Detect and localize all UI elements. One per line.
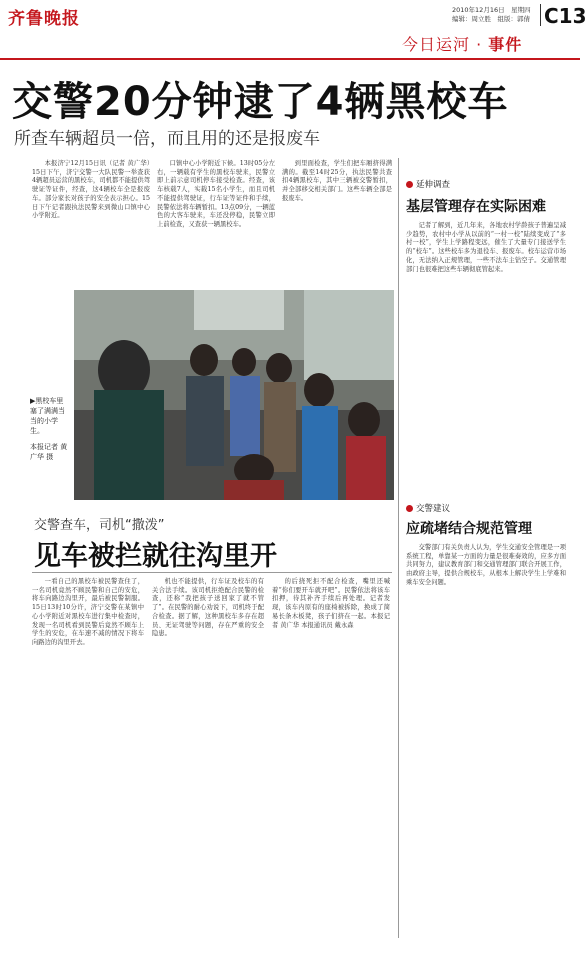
main-headline: 交警20分钟逮了4辆黑校车 xyxy=(12,79,509,125)
caption-credit: 本报记者 黄广华 摄 xyxy=(30,443,68,461)
bullet-icon xyxy=(406,181,413,188)
main-subhead: 所查车辆超员一倍，而且用的还是报废车 xyxy=(14,129,320,149)
masthead-logo: 齐鲁晚报 xyxy=(8,9,80,29)
story2-kicker: 交警查车，司机“撒泼” xyxy=(34,518,165,533)
story2-col-3-text: 的后挠死拒不配合检查，嘴里还喊着“你们要开车就开吧”。民警依法将该车扣押，待其补齐手续后再处理。记者发现，该车内原有的座椅被拆除，换成了简易长条木板凳，孩子们挤在一起。本报记者 黄广华 本报通讯员 戴永森 xyxy=(272,578,390,629)
sidebar-title-2: 应疏堵结合规范管理 xyxy=(406,521,532,537)
sidebar-kicker-2-text: 交警建议 xyxy=(416,504,451,514)
section-label xyxy=(402,32,522,55)
article-col-3 xyxy=(282,160,392,288)
sidebar-text-2-body: 交警部门有关负责人认为，学生交通安全管理是一项系统工程，单靠某一方面的力量是很难奏效的，应多方面共同努力，建议教育部门和交通管理部门联合开展工作，由政府主导，提供合规校车，从根本上解决学生上学难和乘车安全问题。 xyxy=(406,544,566,586)
article-col-3-text: 到里面检查，学生们把车厢挤得满满的。截至14时25分，执法民警共查扣4辆黑校车，其中三辆被交警暂扣，并全部移交相关部门。这些车辆全部是报废车。 xyxy=(282,160,392,202)
story2-col-3 xyxy=(272,578,390,923)
sidebar-text-1-body: 记者了解到，近几年来，各地农村学龄孩子普遍呈减少趋势，农村中小学从以前的“一村一校”陆续变成了“多村一校”，学生上学路程变远，催生了大量专门接送学生的“校车”。这些校车多为退役车、报废车。校车运营市场化，无法纳入正规管理，一些不法车主钻空子。交通管理部门也很难把这些车辆彻底管起来。 xyxy=(406,222,566,273)
issue-editors: 编辑：周立胜 组版：郭倩 xyxy=(452,15,530,23)
sidebar-kicker-1-text: 延伸调查 xyxy=(416,180,451,190)
page-number: C13 xyxy=(544,4,587,28)
section-prefix: 今日运河 · xyxy=(402,35,489,54)
article-col-1 xyxy=(32,160,150,288)
column-divider xyxy=(398,158,399,938)
story2-col-1-text: 一看自己的黑校车被民警查住了，一名司机竟然不顾民警和自己的安危，将车向路边沟里开，最后被民警制服。15日13时10分许，济宁交警在某镇中心小学附近对黑校车进行集中检查时，发现一名司机看到民警后竟然不顾车上学生的安危，在车速不减的情况下将车向路边的沟里开去。 xyxy=(32,578,144,646)
article-col-2 xyxy=(157,160,275,288)
section-main: 事件 xyxy=(488,35,523,54)
meta-divider xyxy=(540,4,541,26)
story2-col-2-text: 机也不能提供，行车证及校车的有关合法手续。该司机拒绝配合民警的检查，还称“我把孩子送回家了就不管了”。在民警的耐心劝说下，司机终于配合检查。据了解，这种黑校车多存在超员、无证驾驶等问题，存在严重的安全隐患。 xyxy=(152,578,264,638)
story2-rule xyxy=(32,572,392,573)
photo-caption xyxy=(30,396,70,462)
sidebar-kicker-2 xyxy=(406,502,450,514)
masthead-rule xyxy=(0,58,580,60)
caption-text: ▶黑校车里塞了满满当当的小学生。 xyxy=(30,397,65,435)
bus-interior-photo xyxy=(74,290,394,500)
story2-col-1 xyxy=(32,578,144,923)
sidebar-text-1 xyxy=(406,222,566,472)
story2-headline: 见车被拦就往沟里开 xyxy=(34,541,277,572)
story2-col-2 xyxy=(152,578,264,923)
news-photo xyxy=(74,290,394,500)
article-col-2-text: 口镇中心小学附近下候。13时05分左右，一辆载有学生的黑校车驶来，民警立即上前示意司机停车接受检查。经查，该车核载7人，实载15名小学生，而且司机不能提供驾驶证，行车证等证件和手续，民警依法将车辆暂扣。13点09分，一辆蓝色的大客车驶来，车还没停稳，民警立即上前检查，又查获一辆黑校车。 xyxy=(157,160,275,228)
sidebar-text-2 xyxy=(406,544,566,814)
issue-meta xyxy=(452,6,544,24)
bullet-icon xyxy=(406,505,413,512)
sidebar-kicker-1 xyxy=(406,178,450,190)
sidebar-title-1: 基层管理存在实际困难 xyxy=(406,199,546,215)
issue-date: 2010年12月16日 星期四 xyxy=(452,6,531,14)
article-col-1-text: 本报济宁12月15日讯（记者 黄广华）15日下午，济宁交警一大队民警一举查获4辆超员运营的黑校车，司机都不能提供驾驶证等证件，经查，这4辆校车全是报废车。部分家长对孩子的安全表示担心。15日下午记者跟执法民警来到微山口镇中心小学附近。 xyxy=(32,160,150,220)
